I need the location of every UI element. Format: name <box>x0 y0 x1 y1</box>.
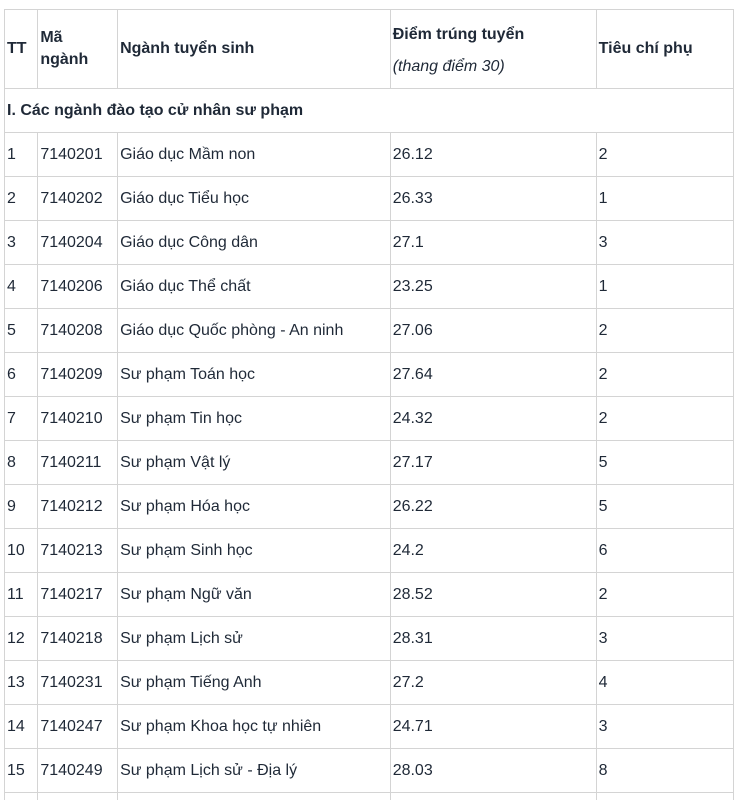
cell-tieu-chi: 2 <box>596 353 733 397</box>
cell-tt: 11 <box>5 573 38 617</box>
table-row <box>5 265 734 309</box>
cell-diem: 26.33 <box>390 177 596 221</box>
cell-tt: 5 <box>5 309 38 353</box>
cell-tieu-chi: 1 <box>596 265 733 309</box>
empty-cell <box>118 793 391 800</box>
table-row <box>5 485 734 529</box>
section-row <box>5 89 734 133</box>
header-ma-line2: ngành <box>40 51 89 68</box>
cell-ma-nganh: 7140201 <box>38 133 118 177</box>
cell-diem: 27.1 <box>390 221 596 265</box>
cell-diem: 26.22 <box>390 485 596 529</box>
cell-ma-nganh: 7140209 <box>38 353 118 397</box>
table-row <box>5 397 734 441</box>
empty-cell <box>390 793 596 800</box>
cell-diem: 24.71 <box>390 705 596 749</box>
cell-tieu-chi: 2 <box>596 573 733 617</box>
cell-diem: 27.64 <box>390 353 596 397</box>
empty-cell <box>596 793 733 800</box>
cell-diem: 27.2 <box>390 661 596 705</box>
cell-tt: 15 <box>5 749 38 793</box>
cell-tieu-chi: 3 <box>596 221 733 265</box>
cell-ma-nganh: 7140218 <box>38 617 118 661</box>
cell-tieu-chi: 5 <box>596 485 733 529</box>
cell-diem: 28.31 <box>390 617 596 661</box>
table-row <box>5 309 734 353</box>
empty-cell <box>5 793 38 800</box>
cell-tieu-chi: 5 <box>596 441 733 485</box>
header-diem-scale: (thang điểm 30) <box>392 58 505 75</box>
cell-tieu-chi: 1 <box>596 177 733 221</box>
cell-tt: 7 <box>5 397 38 441</box>
cell-diem: 26.12 <box>390 133 596 177</box>
cell-tieu-chi: 3 <box>596 705 733 749</box>
cell-nganh: Sư phạm Sinh học <box>118 529 391 573</box>
cell-tt: 14 <box>5 705 38 749</box>
table-header-row <box>5 10 734 89</box>
table-row <box>5 749 734 793</box>
table-row <box>5 133 734 177</box>
cell-nganh: Sư phạm Tiếng Anh <box>118 661 391 705</box>
cell-diem: 24.2 <box>390 529 596 573</box>
cell-tt: 10 <box>5 529 38 573</box>
header-ma-nganh <box>38 10 118 89</box>
table-row <box>5 177 734 221</box>
cell-tieu-chi: 3 <box>596 617 733 661</box>
cell-tt: 2 <box>5 177 38 221</box>
cell-ma-nganh: 7140249 <box>38 749 118 793</box>
cell-tt: 6 <box>5 353 38 397</box>
cell-diem: 28.03 <box>390 749 596 793</box>
cell-nganh: Sư phạm Lịch sử - Địa lý <box>118 749 391 793</box>
table-row <box>5 705 734 749</box>
cell-ma-nganh: 7140213 <box>38 529 118 573</box>
cell-tt: 12 <box>5 617 38 661</box>
cell-tt: 1 <box>5 133 38 177</box>
cell-ma-nganh: 7140231 <box>38 661 118 705</box>
cell-tt: 3 <box>5 221 38 265</box>
cell-ma-nganh: 7140212 <box>38 485 118 529</box>
cell-ma-nganh: 7140202 <box>38 177 118 221</box>
table-row <box>5 661 734 705</box>
cell-tt: 13 <box>5 661 38 705</box>
cell-nganh: Sư phạm Hóa học <box>118 485 391 529</box>
cell-nganh: Giáo dục Công dân <box>118 221 391 265</box>
header-nganh: Ngành tuyển sinh <box>118 10 391 89</box>
cell-ma-nganh: 7140206 <box>38 265 118 309</box>
cell-nganh: Giáo dục Thể chất <box>118 265 391 309</box>
header-ma-line1: Mã <box>40 29 63 46</box>
cell-ma-nganh: 7140211 <box>38 441 118 485</box>
cell-nganh: Sư phạm Lịch sử <box>118 617 391 661</box>
header-diem-title: Điểm trúng tuyển <box>392 26 525 43</box>
cell-nganh: Giáo dục Tiểu học <box>118 177 391 221</box>
cell-diem: 27.17 <box>390 441 596 485</box>
table-row <box>5 573 734 617</box>
cell-tieu-chi: 6 <box>596 529 733 573</box>
cell-ma-nganh: 7140204 <box>38 221 118 265</box>
table-row <box>5 221 734 265</box>
cell-tieu-chi: 4 <box>596 661 733 705</box>
cell-diem: 24.32 <box>390 397 596 441</box>
admission-score-table <box>4 9 734 800</box>
cell-nganh: Sư phạm Khoa học tự nhiên <box>118 705 391 749</box>
table-row <box>5 529 734 573</box>
cell-tieu-chi: 8 <box>596 749 733 793</box>
cell-tieu-chi: 2 <box>596 133 733 177</box>
cell-nganh: Giáo dục Mầm non <box>118 133 391 177</box>
cell-tt: 9 <box>5 485 38 529</box>
cell-diem: 27.06 <box>390 309 596 353</box>
cell-diem: 28.52 <box>390 573 596 617</box>
header-tieu-chi: Tiêu chí phụ <box>596 10 733 89</box>
header-diem <box>390 10 596 89</box>
table-row <box>5 617 734 661</box>
cell-nganh: Sư phạm Tin học <box>118 397 391 441</box>
cell-ma-nganh: 7140208 <box>38 309 118 353</box>
cell-tieu-chi: 2 <box>596 309 733 353</box>
cell-nganh: Sư phạm Vật lý <box>118 441 391 485</box>
cell-ma-nganh: 7140210 <box>38 397 118 441</box>
empty-cell <box>38 793 118 800</box>
cell-nganh: Sư phạm Ngữ văn <box>118 573 391 617</box>
cell-nganh: Giáo dục Quốc phòng - An ninh <box>118 309 391 353</box>
cell-ma-nganh: 7140247 <box>38 705 118 749</box>
header-tt: TT <box>5 10 38 89</box>
table-row <box>5 353 734 397</box>
cell-tieu-chi: 2 <box>596 397 733 441</box>
cell-ma-nganh: 7140217 <box>38 573 118 617</box>
table-row-partial <box>5 793 734 800</box>
cell-nganh: Sư phạm Toán học <box>118 353 391 397</box>
cell-diem: 23.25 <box>390 265 596 309</box>
section-title: I. Các ngành đào tạo cử nhân sư phạm <box>5 89 734 133</box>
table-row <box>5 441 734 485</box>
cell-tt: 8 <box>5 441 38 485</box>
cell-tt: 4 <box>5 265 38 309</box>
